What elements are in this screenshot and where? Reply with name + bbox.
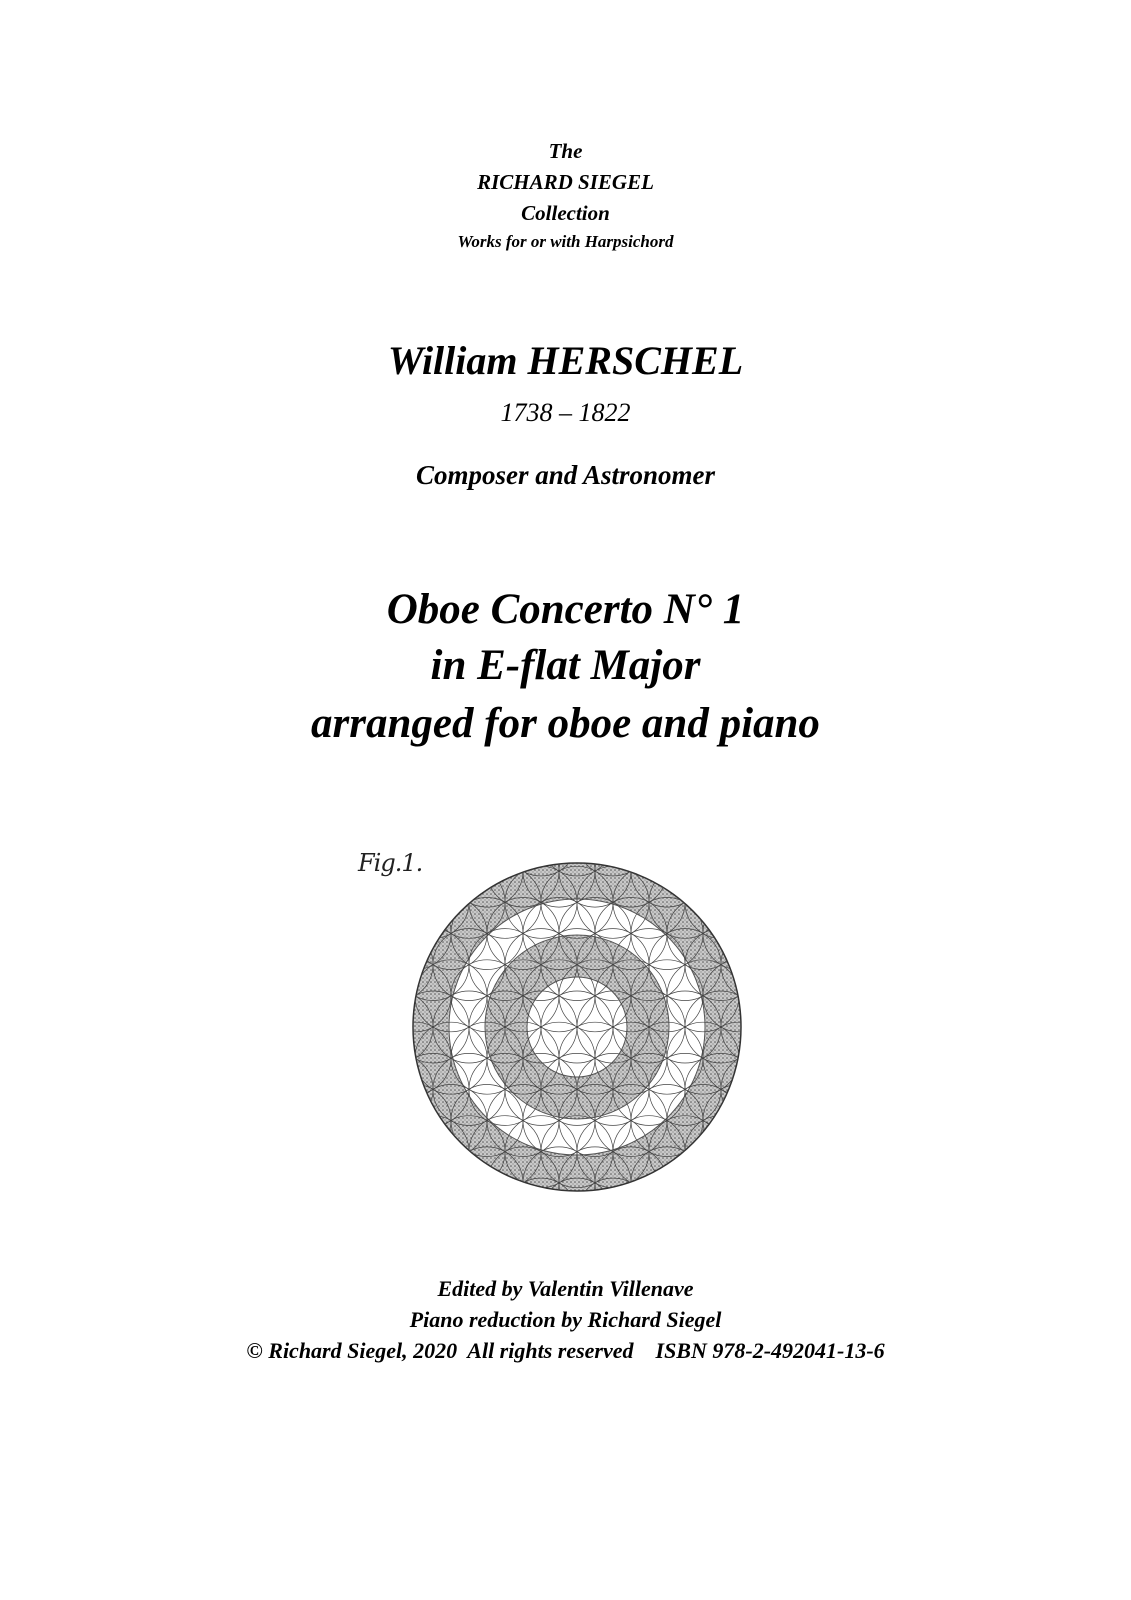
lattice-circle: [685, 845, 750, 876]
lattice-circle: [350, 1053, 361, 1125]
lattice-circle: [361, 866, 433, 938]
lattice-circle: [649, 845, 721, 876]
lattice-circle: [703, 845, 750, 907]
lattice-circle: [350, 1085, 415, 1157]
lattice-circle: [721, 866, 750, 938]
lattice-circle: [433, 845, 505, 876]
lattice-circle: [397, 1178, 469, 1205]
lattice-circle: [350, 898, 379, 970]
collection-word: Collection: [521, 201, 610, 225]
lattice-circle: [350, 991, 361, 1063]
lattice-circle: [721, 1116, 750, 1188]
lattice-circle: [721, 1178, 750, 1205]
lattice-circle: [350, 929, 361, 1001]
lattice-circle: [739, 898, 750, 970]
lattice-circle: [350, 1085, 379, 1157]
work-title-line-1: Oboe Concerto N° 1: [386, 586, 745, 633]
lattice-circle: [350, 1178, 397, 1205]
lattice-circle: [739, 1085, 750, 1157]
collection-description: Works for or with Harpsichord: [457, 232, 674, 251]
lattice-circle: [350, 898, 415, 970]
composer-name: William HERSCHEL: [387, 338, 744, 383]
lattice-circle: [350, 991, 397, 1063]
work-title-line-2: in E-flat Major: [430, 642, 701, 689]
copyright-line: © Richard Siegel, 2020 All rights reserved ISBN 978-2-492041-13-6: [246, 1338, 885, 1363]
composer-dates: 1738 – 1822: [500, 398, 631, 427]
collection-the: The: [548, 139, 583, 163]
editor-credit: Edited by Valentin Villenave: [437, 1276, 694, 1301]
figure-caption: Fig.1.: [358, 849, 423, 877]
lattice-circle: [350, 866, 361, 938]
lattice-circle: [350, 929, 397, 1001]
astronomical-figure: [350, 845, 750, 1205]
lattice-circle: [350, 1116, 361, 1188]
lattice-circle: [379, 1147, 451, 1205]
lattice-circle: [350, 866, 397, 938]
concentric-rings-illustration: [350, 845, 750, 1205]
lattice-circle: [361, 1178, 433, 1205]
composer-role: Composer and Astronomer: [415, 460, 716, 490]
piano-reduction-credit: Piano reduction by Richard Siegel: [409, 1307, 722, 1332]
lattice-circle: [350, 1053, 397, 1125]
lattice-circle: [721, 845, 750, 876]
lattice-circle: [739, 845, 750, 907]
lattice-circle: [433, 1178, 505, 1205]
lattice-circle: [685, 1178, 750, 1205]
lattice-circle: [361, 1116, 433, 1188]
work-title-line-3: arranged for oboe and piano: [311, 700, 820, 747]
lattice-circle: [703, 1147, 750, 1205]
lattice-circle: [739, 1147, 750, 1205]
lattice-circle: [350, 960, 415, 1032]
lattice-circle: [350, 1022, 415, 1094]
lattice-circle: [350, 1147, 415, 1205]
lattice-circle: [649, 1178, 721, 1205]
lattice-circle: [350, 1147, 379, 1205]
lattice-circle: [350, 1022, 379, 1094]
lattice-circle: [350, 1116, 397, 1188]
lattice-circle: [350, 960, 379, 1032]
collection-name: RICHARD SIEGEL: [477, 170, 654, 194]
lattice-circle: [350, 1178, 361, 1205]
